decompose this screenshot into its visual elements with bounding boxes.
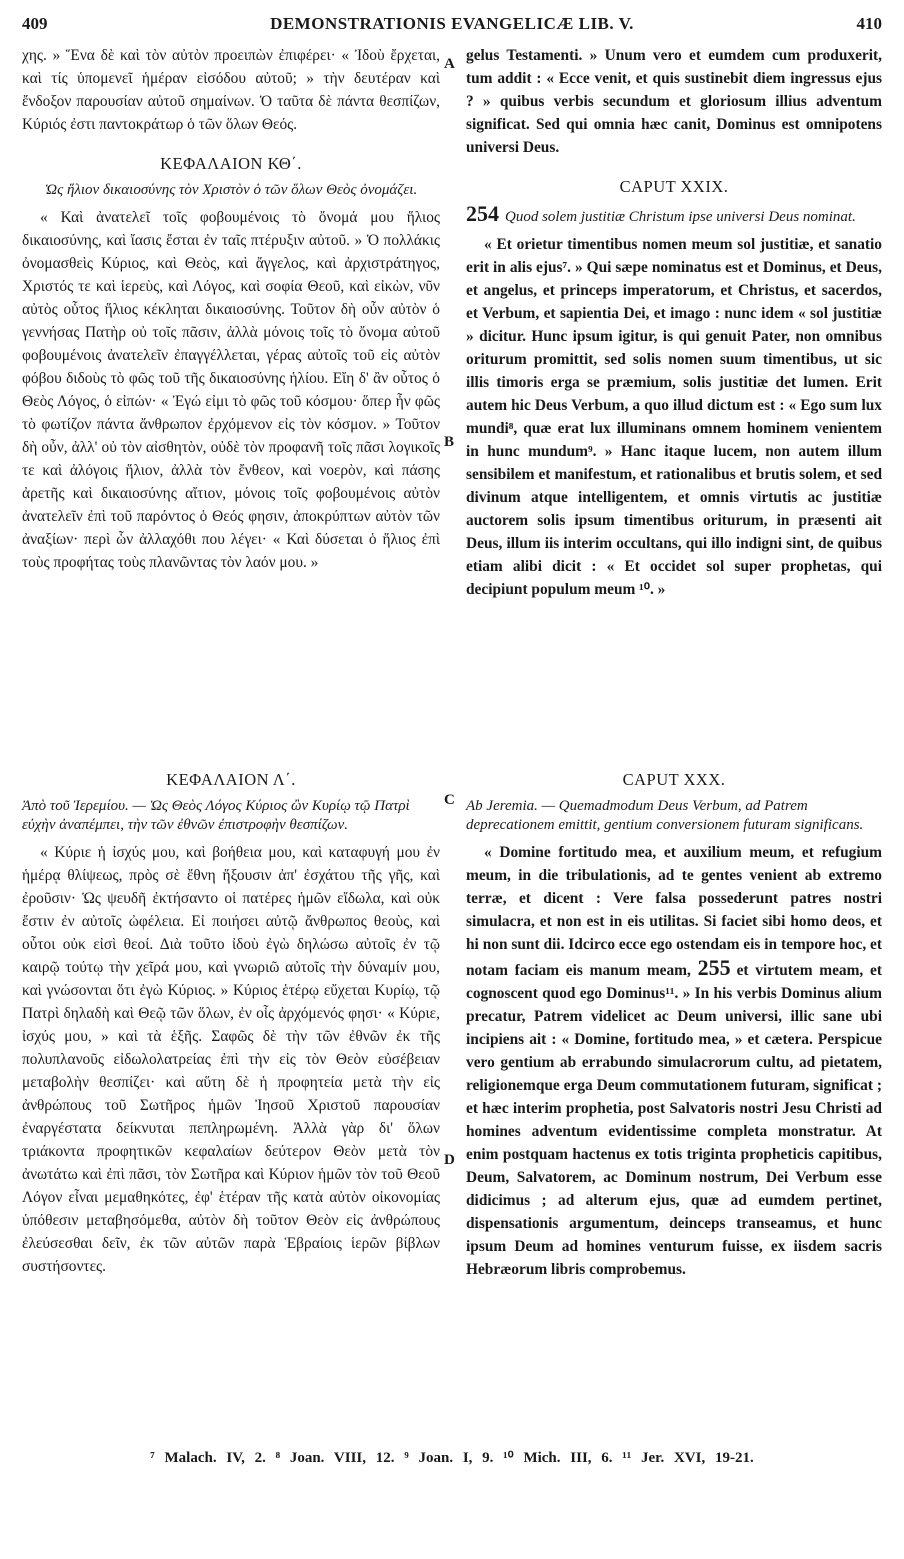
latin-chapter-29-title-block <box>466 201 882 227</box>
margin-letter-a: A <box>444 56 455 72</box>
latin-column-upper <box>466 44 882 601</box>
latin-intro-text: gelus Testamenti. » Unum vero et eumdem cum produxerit, tum addit : « Ecce venit, et quis sustinebit diem ingressus ejus ? » quibus verbis secundum et gloriosum illius adventum significat. Sed qui omnia hæc canit, Dominus est omnipotens universi Deus. <box>466 47 882 156</box>
margin-letter-b: B <box>444 434 455 450</box>
latin-chapter-30-text-b: et virtutem meam, et cognoscent quod ego Dominus¹¹. » In his verbis Dominus alium precatur, Patrem videlicet ac Deum universi, illic sane ubi incipiens ait : « Domine, fortitudo mea, » et cætera. Perspicue vero gentium ab errabundo simulacrorum cultu, ad pietatem, religionemque erga Deum commutationem futuram, significat ; et hæc interim prophetia, post Salvatoris nostri Jesu Christi ad homines adventum evidentissime completa monstratur. At enim postquam hactenus ex totis triginta propheticis capitibus, Deum, Salvatorem, ac Dominum nostrum, Dei Verbum esse didicimus ; ad alterum ejus, quæ ad eumdem pertinet, dispensationis argumentum, deinceps transeamus, et hunc ipsum Deum ad homines venturum fuisse, ex iisdem sacris Hebræorum libris comprobemus. <box>466 962 882 1278</box>
greek-chapter-29-heading: ΚΕΦΑΛΑΙΟΝ ΚΘ΄. <box>160 154 302 173</box>
greek-chapter-30-title: Ἀπὸ τοῦ Ἱερεμίου. — Ὡς Θεὸς Λόγος Κύριος ὢν Κυρίῳ τῷ Πατρὶ εὐχὴν ἀναπέμπει, τὴν τῶν ἐθνῶν ἐπιστροφὴν θεσπίζων. <box>22 798 410 833</box>
margin-letter-c: C <box>444 792 455 808</box>
greek-chapter-30-text: « Κύριε ἡ ἰσχύς μου, καὶ βοήθεια μου, καὶ καταφυγή μου ἐν ἡμέρᾳ θλίψεως, πρὸς σὲ ἔθνη ἥξουσιν ἀπ' ἐσχάτου τῆς γῆς, καὶ ἐροῦσιν· Ὡς ψευδῆ ἐκτήσαντο οἱ πατέρες ἡμῶν εἴδωλα, καὶ οὐκ ἔστιν ἐν αὐτοῖς ὠφέλεια. Εἰ ποιήσει αὐτῷ ἄνθρωπος θεοὺς, καὶ οὗτοι οὐκ εἰσὶ θεοί. Διὰ τοῦτο ἰδοὺ ἐγὼ δηλώσω αὐτοῖς ἐν τῷ καιρῷ τούτῳ τὴν χεῖρά μου, καὶ γνωριῶ αὐτοῖς τὴν δύναμίν μου, καὶ γνώσονται ὅτι ἐγὼ Κύριος. » Κύριος ἑτέρῳ εὔχεται Κυρίῳ, τῷ Πατρὶ δηλαδὴ καὶ Θεῷ τῶν ὅλων, ἐν οἷς ἀρχόμενός φησι· « Κύριε, ἰσχύς μου, » καὶ τὰ ἑξῆς. Σαφῶς δὲ τὴν τῶν ἐθνῶν ἐκ τῆς πολυπλανοῦς εἰδωλολατρείας ἐπὶ τὴν εἰς τὸν Θεὸν εὐσέβειαν μεταβολὴν θεσπίζει· καὶ αὕτη δὲ ἡ προφητεία μετὰ τὴν εἰς ἀνθρώπους τοῦ Σωτῆρος ἡμῶν Ἰησοῦ Χριστοῦ παρουσίαν ἐναργέστατα δείκνυται πεπληρωμένη. Ἀλλὰ γὰρ δι' ὅλων τριάκοντα προφητικῶν κεφαλαίων δεύτερον Θεὸν μετὰ τὸν ἀνωτάτω καὶ ἐπὶ πᾶσι, τὸν Σωτῆρα καὶ Κύριον ἡμῶν τὸν τοῦ Θεοῦ Λόγον εἶναι μεμαθηκότες, ἐφ' ἑτέραν τῆς κατὰ αὐτὸν οἰκονομίας ὑπόθεσιν μεταβησόμεθα, αὐτὸν δὴ τοῦτον Θεὸν εἰς ἀνθρώπους ἐλεύσεσθαι δεῖν, ἐκ τῶν αὐτῶν παρὰ Ἑβραίοις ἱερῶν βίβλων συστήσοντες. <box>22 844 440 1275</box>
page-number-right: 410 <box>856 14 882 33</box>
greek-intro-text: χης. » Ἕνα δὲ καὶ τὸν αὐτὸν προειπὼν ἐπιφέρει· « Ἰδοὺ ἔρχεται, καὶ τίς ὑπομενεῖ ἡμέραν εἰσόδου αὐτοῦ; » τὴν δευτέραν καὶ ἔνδοξον παρουσίαν αὐτοῦ σημαίνων. Ὁ ταῦτα δὲ πάντα θεσπίζων, Κύριός ἐστι παντοκράτωρ ὁ τῶν ὅλων Θεός. <box>22 47 440 133</box>
latin-chapter-30-text <box>466 841 882 1281</box>
greek-chapter-30-heading: ΚΕΦΑΛΑΙΟΝ Λ΄. <box>166 770 296 789</box>
latin-column-lower <box>466 768 882 1281</box>
latin-chapter-29-title: Quod solem justitiæ Christum ipse universi Deus nominat. <box>505 209 856 225</box>
column-number-255: 255 <box>697 955 731 980</box>
latin-chapter-30-title: Ab Jeremia. — Quemadmodum Deus Verbum, ad Patrem deprecationem emittit, gentium conversionem futuram significans. <box>466 798 864 833</box>
greek-chapter-29-text: « Καὶ ἀνατελεῖ τοῖς φοβουμένοις τὸ ὄνομά μου ἥλιος δικαιοσύνης, καὶ ἴασις ἔσται ἐν ταῖς πτέρυξιν αὐτοῦ. » Ὁ πολλάκις ὀνομασθεὶς Κύριος, καὶ Θεὸς, καὶ ἄγγελος, καὶ ἀρχιστράτηγος, Χριστός τε καὶ ἱερεὺς, καὶ Λόγος, καὶ σοφία Θεοῦ, καὶ εἰκὼν, νῦν αὐτὸς οὗτος ἥλιος κέκληται δικαιοσύνης. Τοῦτον δὴ οὖν αὐτὸν ὁ γεννήσας Πατὴρ οὐ τοῖς πᾶσιν, ἀλλὰ μόνοις τοῖς τὸ ὄνομα αὐτοῦ φοβουμένοις ἀνατελεῖν ἐπαγγέλλεται, γέρας αὐτοῖς τοῦ εἰς αὐτὸν φόβου διδοὺς τὸ φῶς τοῦ τῆς δικαιοσύνης ἡλίου. Εἴη δ' ἂν οὗτος ὁ Θεὸς Λόγος, ὁ εἰπών· « Ἐγώ εἰμι τὸ φῶς τοῦ κόσμου· ὅπερ ἦν φῶς τὸ φωτίζον πάντα ἄνθρωπον ἐρχόμενον εἰς τὸν κόσμον. » Τοῦτον δὴ οὖν, ἀλλ' οὐ τὸν αἰσθητὸν, οὐδὲ τὸν προφανῆ τοῖς πᾶσι λογικοῖς τε καὶ ἀλόγοις ἥλιον, ἀλλὰ τὸν ἔνθεον, καὶ νοερὸν, καὶ πάσης ἀρετῆς καὶ δικαιοσύνης αἴτιον, μόνοις τοῖς φοβουμένοις αὐτὸν ἀνατελεῖν ἐπὶ τοῦ παρόντος ὁ Θεός φησιν, ἀποκρύπτων αὐτὸν τῶν ἀναξίων· περὶ ὧν ἀλλαχόθι που λέγει· « Καὶ δύσεται ὁ ἥλιος ἐπὶ τοὺς προφήτας τοὺς πλανῶντας τὸν λαόν μου. » <box>22 209 440 571</box>
running-title: DEMONSTRATIONIS EVANGELICÆ LIB. V. <box>270 14 634 33</box>
page-number-left: 409 <box>22 14 48 33</box>
greek-column-lower <box>22 768 440 1278</box>
latin-chapter-30-text-a: « Domine fortitudo mea, et auxilium meum, et refugium meum, in die tribulationis, ad te gentes venient ab extremo terræ, et dicent : Vere falsa possederunt patres nostri simulacra, et non est in eis utilitas. Si faciet sibi homo deos, et hi non sunt dii. Idcirco ecce ego ostendam eis in tempore hoc, et notam faciam eis manum meam, <box>466 844 882 979</box>
column-number-254: 254 <box>466 201 499 226</box>
footnotes: ⁷ Malach. IV, 2. ⁸ Joan. VIII, 12. ⁹ Joan. I, 9. ¹⁰ Mich. III, 6. ¹¹ Jer. XVI, 19-21. <box>150 1450 754 1466</box>
latin-chapter-29-heading: CAPUT XXIX. <box>619 177 729 196</box>
page-header <box>22 14 882 36</box>
greek-column-upper <box>22 44 440 574</box>
margin-letter-d: D <box>444 1152 455 1168</box>
greek-chapter-29-title: Ὡς ἥλιον δικαιοσύνης τὸν Χριστὸν ὁ τῶν ὅλων Θεὸς ὀνομάζει. <box>44 182 418 198</box>
latin-chapter-30-heading: CAPUT XXX. <box>622 770 726 789</box>
latin-chapter-29-text: « Et orietur timentibus nomen meum sol justitiæ, et sanatio erit in alis ejus⁷. » Qui sæpe nominatus est et Dominus, et Deus, et angelus, et princeps imperatorum, et Christus, et sacerdos, et Verbum, et sapientia Dei, et imago : nunc idem « sol justitiæ » dicitur. Hunc ipsum igitur, is qui genuit Pater, non omnibus oriturum promittit, sed solis nomen suum timentibus, ut sic illis timoris erga se præmium, solis justitiæ det lumen. Erit autem hic Deus Verbum, a quo illud dictum est : « Ego sum lux mundi⁸, quæ erat lux illuminans omnem hominem venientem in hunc mundum⁹. » Hanc itaque lucem, non autem illum sensibilem et manifestum, et rationalibus et brutis solem, et sed divinum atque intelligentem, et omnis virtutis ac justitiæ auctorem solis ipsum timentibus oriturum, in præsenti ait Deus, illum iis interim occultans, qui illo indigni sint, de quibus etiam alibi dicit : « Et occidet sol super prophetas, qui decipiunt populum meum ¹⁰. » <box>466 236 882 598</box>
